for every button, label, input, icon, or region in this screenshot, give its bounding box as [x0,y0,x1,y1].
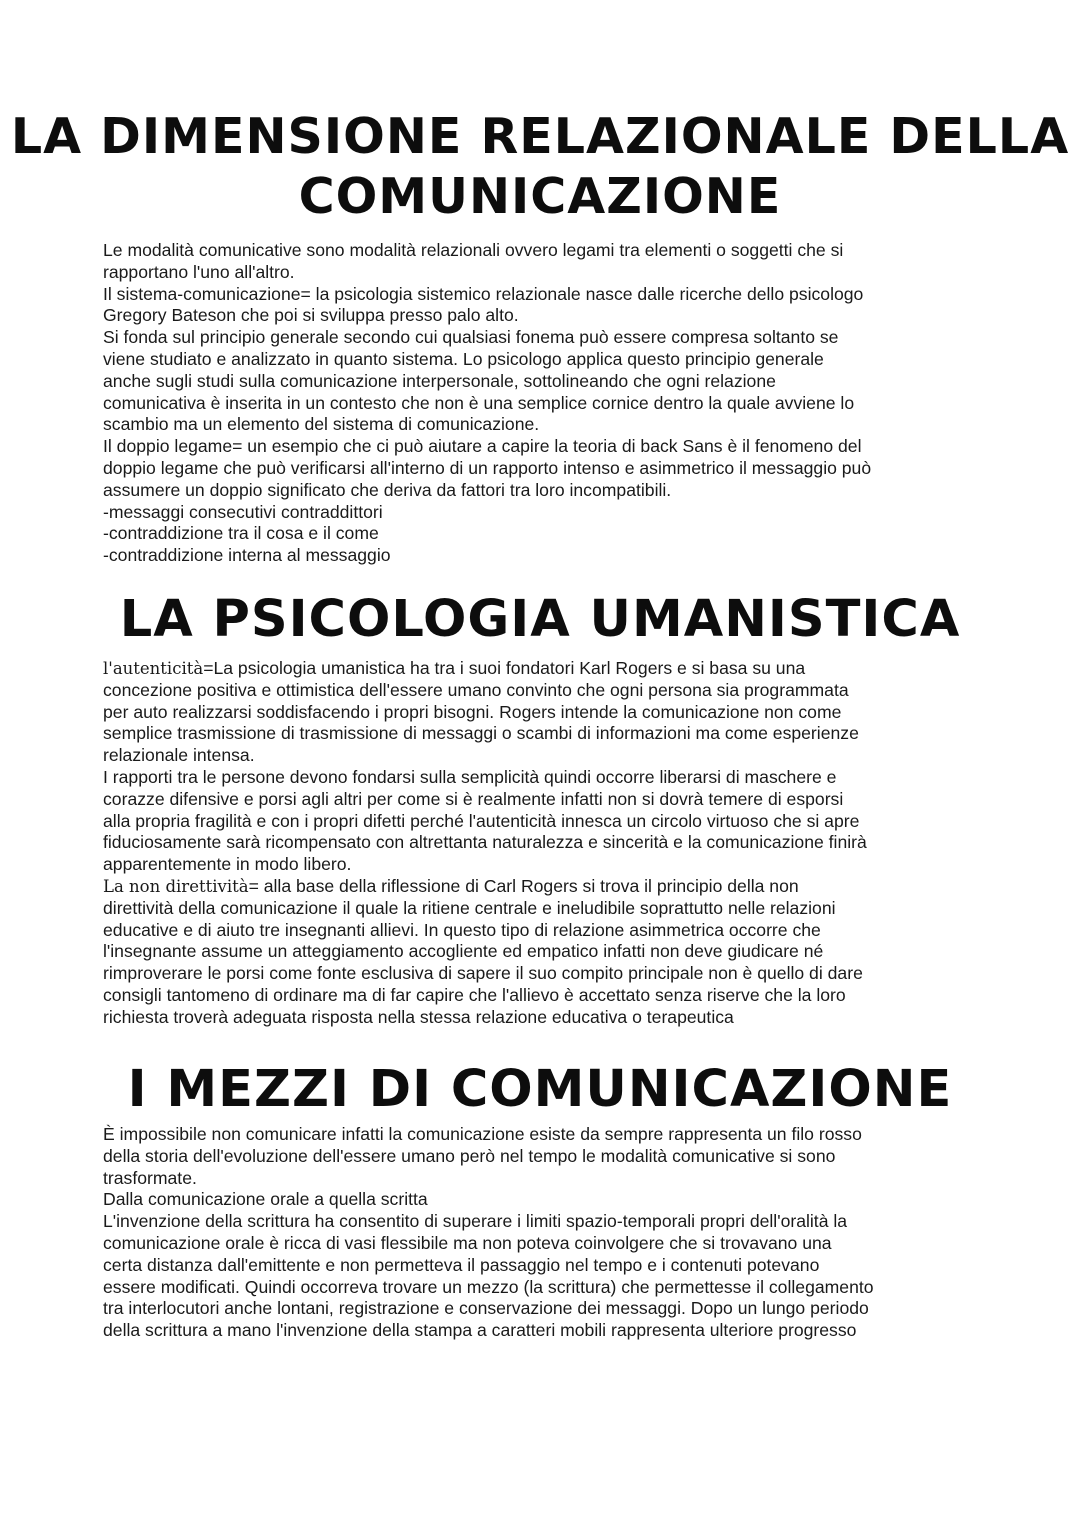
text-line: trasformate. [103,1167,197,1188]
text-line: della scrittura a mano l'invenzione della stampa a caratteri mobili rappresenta ulteriore progresso [103,1320,857,1341]
text-line [103,876,983,898]
text-line: I rapporti tra le persone devono fondarsi sulla semplicità quindi occorre liberarsi di maschere e [103,766,837,787]
text-line [103,658,983,680]
text-line: È impossibile non comunicare infatti la comunicazione esiste da sempre rappresenta un filo rosso [103,1124,862,1144]
list-item: -contraddizione tra il cosa e il come [103,523,379,544]
text-line: della storia dell'evoluzione dell'essere umano però nel tempo le modalità comunicative si sono [103,1145,836,1166]
text-line: comunicativa è inserita in un contesto che non è una semplice cornice dentro la quale avviene lo [103,392,855,413]
text-line: Si fonda sul principio generale secondo cui qualsiasi fonema può essere compresa soltanto se [103,327,839,348]
section-1-title-line-1: LA DIMENSIONE RELAZIONALE DELLA [10,107,1070,165]
list-item: -contraddizione interna al messaggio [103,545,391,566]
subheading-line: Dalla comunicazione orale a quella scritta [103,1189,428,1210]
text-line: educative e di aiuto tre insegnanti allievi. In questo tipo di relazione asimmetrica occorre che [103,919,821,940]
text-line: rimproverare le porsi come fonte esclusiva di sapere il suo compito principale non è quello di dare [103,963,863,984]
text-span: = alla base della riflessione di Carl Rogers si trova il principio della non [248,875,799,896]
text-line: scambio ma un elemento del sistema di comunicazione. [103,414,540,435]
text-line: rapportano l'uno all'altro. [103,261,295,282]
text-line: concezione positiva e ottimistica dell'essere umano convinto che ogni persona sia programmata [103,679,849,700]
text-line: direttività della comunicazione il quale la ritiene centrale e ineludibile soprattutto nelle relazioni [103,897,836,918]
text-line: Le modalità comunicative sono modalità relazionali ovvero legami tra elementi o soggetti che si [103,240,844,260]
text-line: comunicazione orale è ricca di vasi flessibile ma non poteva coinvolgere che si trovavano una [103,1232,832,1253]
section-3-body [103,1124,983,1342]
text-line: Gregory Bateson che poi si sviluppa presso palo alto. [103,305,519,326]
text-line: alla propria fragilità e con i propri difetti perché l'autenticità innesca un circolo virtuoso che si apre [103,810,860,831]
text-line: apparentemente in modo libero. [103,854,352,875]
text-line: viene studiato e analizzato in quanto sistema. Lo psicologo applica questo principio generale [103,348,824,369]
text-line: tra interlocutori anche lontani, registrazione e conservazione dei messaggi. Dopo un lungo periodo [103,1298,869,1319]
text-line: Il doppio legame= un esempio che ci può aiutare a capire la teoria di back Sans è il fenomeno del [103,436,862,457]
non-direttivita-term: La non direttività [103,876,249,896]
section-2-title: LA PSICOLOGIA UMANISTICA [119,590,961,649]
text-line: certa distanza dall'emittente e non permetteva il passaggio nel tempo e i contenuti potevano [103,1254,820,1275]
text-line: consigli tantomeno di ordinare ma di far capire che l'allievo è accettato senza riserve che la loro [103,984,846,1005]
text-line: assumere un doppio significato che deriva da fattori tra loro incompatibili. [103,479,672,500]
text-line: anche sugli studi sulla comunicazione interpersonale, sottolineando che ogni relazione [103,370,776,391]
text-line: per auto realizzarsi soddisfacendo i propri bisogni. Rogers intende la comunicazione non come [103,701,842,722]
text-line: corazze difensive e porsi agli altri per come si è realmente infatti non si dovrà temere di esporsi [103,788,844,809]
list-item: -messaggi consecutivi contraddittori [103,501,383,522]
text-line: fiduciosamente sarà ricompensato con altrettanta naturalezza e sincerità e la comunicazione finirà [103,832,867,853]
text-line: L'invenzione della scrittura ha consentito di superare i limiti spazio-temporali propri dell'oralità la [103,1211,848,1232]
text-span: =La psicologia umanistica ha tra i suoi fondatori Karl Rogers e si basa su una [203,658,806,678]
section-3-title: I MEZZI DI COMUNICAZIONE [127,1060,953,1119]
section-1-title [0,106,1080,226]
text-line: doppio legame che può verificarsi all'interno di un rapporto intenso e asimmetrico il messaggio può [103,457,872,478]
text-line: richiesta troverà adeguata risposta nella stessa relazione educativa o terapeutica [103,1006,734,1027]
text-line: l'insegnante assume un atteggiamento accogliente ed empatico infatti non deve giudicare né [103,941,824,962]
section-1-title-line-2: COMUNICAZIONE [298,167,782,225]
section-1-body [103,240,983,567]
section-2-body [103,658,983,1029]
text-line: relazionale intensa. [103,745,255,766]
text-line: Il sistema-comunicazione= la psicologia sistemico relazionale nasce dalle ricerche dello psicologo [103,283,864,304]
text-line: semplice trasmissione di trasmissione di messaggi o scambi di informazioni ma come esperienze [103,723,859,744]
autenticita-term: l'autenticità [103,659,204,678]
text-line: essere modificati. Quindi occorreva trovare un mezzo (la scrittura) che permettesse il collegamento [103,1276,874,1297]
